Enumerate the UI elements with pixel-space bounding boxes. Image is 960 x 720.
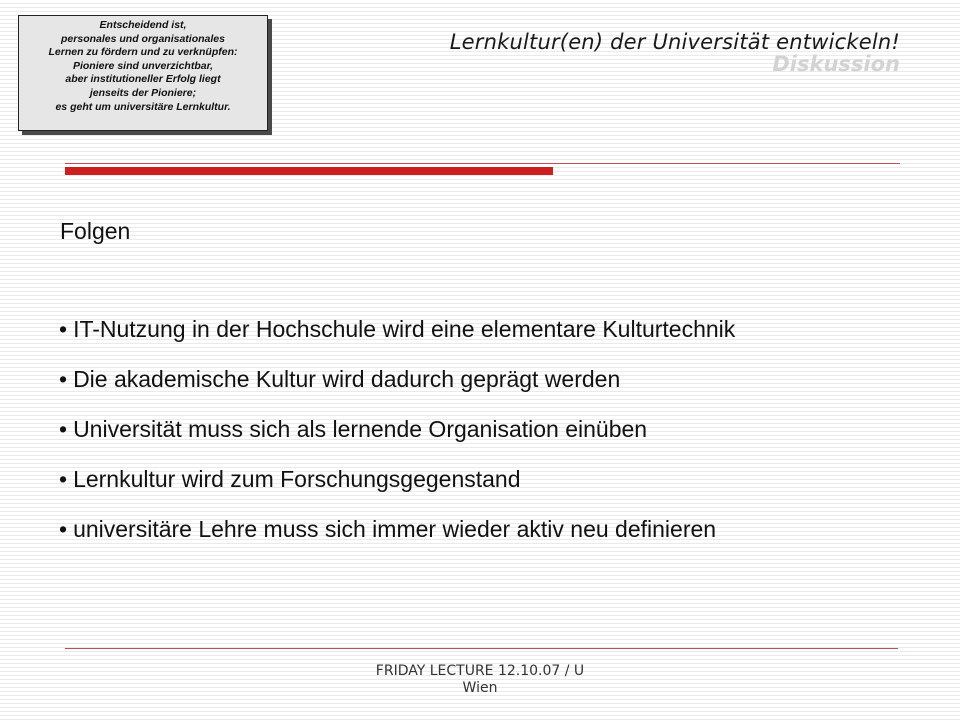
bullet-list — [59, 316, 735, 566]
section-heading: Folgen — [60, 218, 131, 244]
footer-line: FRIDAY LECTURE 12.10.07 / U — [375, 663, 585, 679]
callout-line: Entscheidend ist, — [99, 19, 187, 31]
slide-footer — [330, 663, 630, 697]
list-item — [59, 316, 735, 366]
bullet-icon: • — [59, 416, 68, 442]
list-item — [59, 366, 735, 416]
slide-title: Lernkultur(en) der Universität entwickeln! — [449, 30, 900, 54]
callout-line: jenseits der Pioniere; — [89, 86, 197, 99]
list-item — [59, 416, 735, 466]
callout-line: es geht um universitäre Lernkultur. — [55, 100, 231, 113]
bullet-text: Universität muss sich als lernende Organisation einüben — [73, 416, 648, 442]
bullet-text: Die akademische Kultur wird dadurch geprägt werden — [73, 366, 621, 392]
callout-line: aber institutioneller Erfolg liegt — [65, 73, 221, 86]
footer-line: Wien — [462, 680, 498, 696]
callout-line: personales und organisationales — [61, 32, 225, 45]
callout-line: Lernen zu fördern und zu verknüpfen: — [48, 46, 238, 59]
bullet-icon: • — [59, 366, 68, 392]
list-item — [59, 516, 735, 566]
list-item — [59, 466, 735, 516]
callout-line: Pioniere sind unverzichtbar, — [72, 59, 214, 72]
bullet-text: IT-Nutzung in der Hochschule wird eine elementare Kulturtechnik — [73, 316, 736, 342]
bullet-text: universitäre Lehre muss sich immer wieder aktiv neu definieren — [73, 516, 717, 542]
quote-callout-box — [18, 15, 268, 131]
bullet-icon: • — [59, 516, 68, 542]
slide-subtitle: Diskussion — [772, 52, 900, 76]
bullet-icon: • — [59, 466, 68, 492]
bullet-text: Lernkultur wird zum Forschungsgegenstand — [73, 466, 521, 492]
slide-header — [450, 30, 900, 76]
header-divider-line — [65, 163, 900, 164]
header-accent-bar — [65, 167, 553, 175]
footer-divider-line — [65, 648, 898, 649]
bullet-icon: • — [59, 316, 68, 342]
